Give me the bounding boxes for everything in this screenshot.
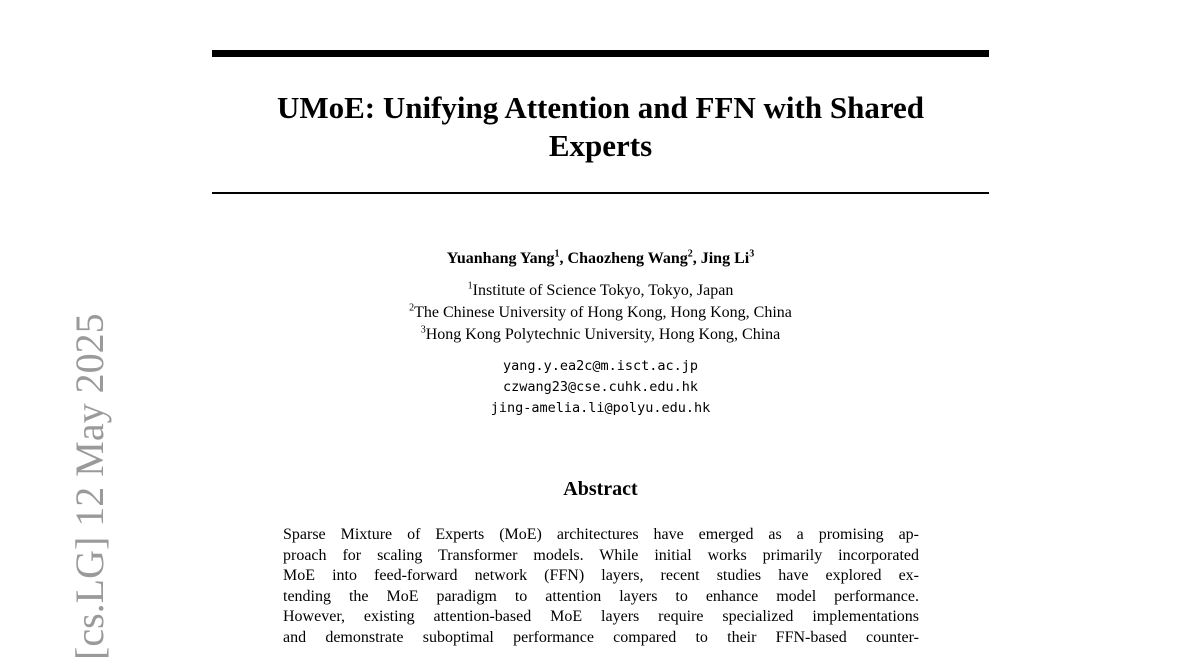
abstract-heading: Abstract [563, 478, 638, 500]
abstract-line: MoE into feed-forward network (FFN) layers, recent studies have explored ex- [283, 567, 919, 585]
author-mark: 2 [687, 248, 693, 260]
affiliation [212, 280, 989, 302]
author-mark: 1 [554, 248, 560, 260]
abstract-body [283, 525, 919, 649]
email-address[interactable]: czwang23@cse.cuhk.edu.hk [502, 379, 699, 395]
affiliation-mark: 3 [420, 324, 426, 336]
abstract-line: However, existing attention-based MoE layers require specialized implementations [283, 608, 919, 626]
email-list [212, 356, 989, 419]
title-line-2: Experts [548, 128, 653, 163]
author-list: Yuanhang Yang$^1$, Chaozheng Wang$^2$, Jing Li$^3$ [446, 248, 755, 267]
affiliation-text: Hong Kong Polytechnic University, Hong Kong, China [425, 326, 781, 343]
arxiv-stamp: [cs.LG] 12 May 2025 [67, 313, 112, 660]
author-name: Chaozheng Wang [567, 250, 688, 267]
author-mark: 3 [749, 248, 755, 260]
abstract-line: proach for scaling Transformer models. While initial works primarily incorporated [283, 546, 919, 564]
abstract-line: tending the MoE paradigm to attention layers to enhance model performance. [283, 587, 919, 605]
title-bottom-rule [212, 192, 989, 194]
title-top-rule [212, 50, 989, 57]
abstract-line: and demonstrate suboptimal performance compared to their FFN-based counter- [283, 628, 919, 646]
affiliation-mark: 1 [467, 280, 473, 292]
abstract-line: Sparse Mixture of Experts (MoE) architectures have emerged as a promising ap- [283, 526, 919, 543]
affiliation-text: Institute of Science Tokyo, Tokyo, Japan [472, 282, 734, 299]
affiliation-mark: 2 [409, 302, 415, 314]
arxiv-sidebar [0, 0, 112, 660]
affiliation-text: The Chinese University of Hong Kong, Hong Kong, China [414, 304, 792, 321]
title-line-1: UMoE: Unifying Attention and FFN with Shared [276, 90, 925, 125]
author-name: Yuanhang Yang [446, 250, 555, 267]
email-address[interactable]: yang.y.ea2c@m.isct.ac.jp [502, 358, 699, 374]
affiliation-list [212, 280, 989, 346]
author-name: Jing Li [700, 250, 750, 267]
paper-title [212, 89, 989, 165]
affiliation [212, 324, 989, 346]
affiliation [212, 302, 989, 324]
email-address[interactable]: jing-amelia.li@polyu.edu.hk [490, 400, 711, 416]
